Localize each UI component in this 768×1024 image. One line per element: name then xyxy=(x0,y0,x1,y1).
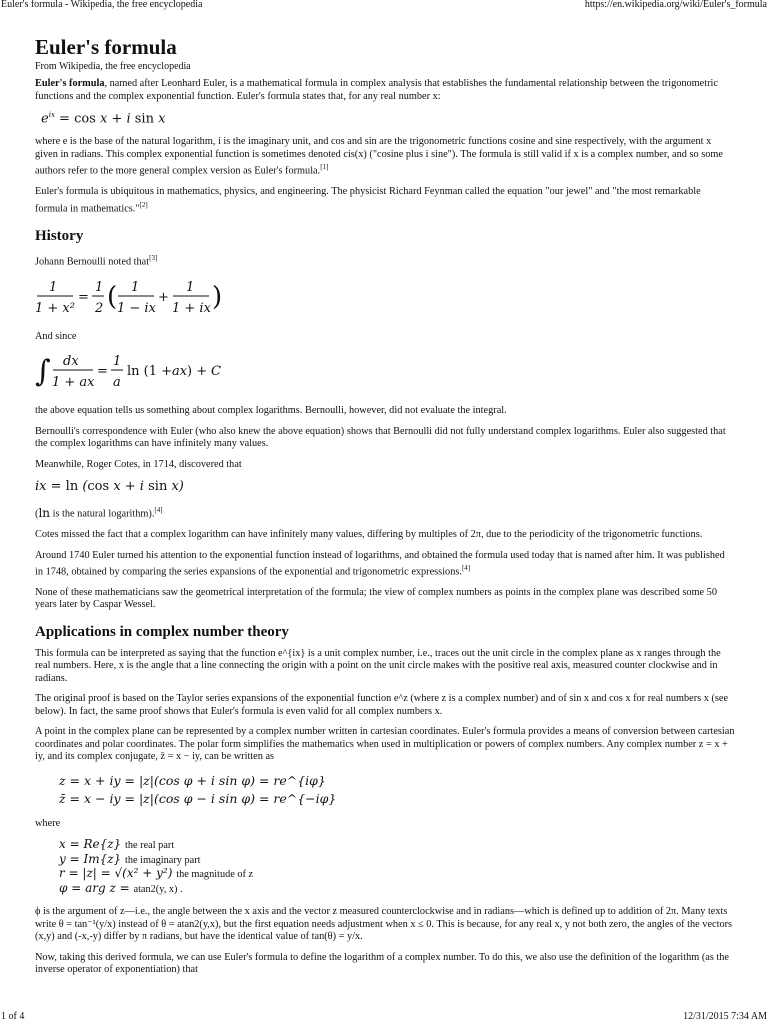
ref-2[interactable]: [2] xyxy=(139,200,148,209)
svg-text:1: 1 xyxy=(113,354,122,370)
history-paragraph-5: Meanwhile, Roger Cotes, in 1714, discovered that xyxy=(35,458,242,470)
svg-text:1 + ax: 1 + ax xyxy=(52,375,95,391)
print-footer-page: 1 of 4 xyxy=(1,1011,25,1022)
svg-text:a: a xyxy=(113,375,121,391)
ref-3[interactable]: [3] xyxy=(149,253,158,262)
print-header-url: https://en.wikipedia.org/wiki/Euler's_formula xyxy=(584,0,767,10)
svg-text:1: 1 xyxy=(49,279,58,295)
equation-z: z = x + iy = |z|(cos φ + i sin φ) = re^{iφ} xyxy=(59,772,326,788)
svg-text:ln (1 +: ln (1 + xyxy=(127,364,173,380)
applications-paragraph-3: A point in the complex plane can be represented by a complex number written in cartesian coordinates. Euler's formula provides a means of conversion between cartesian coordinates and polar coordinates. The polar form simplifies the mathematics when used in multiplication or powers of complex numbers. Any complex number z = x + iy, and its complex conjugate, z̄ = x − iy, can be written as xyxy=(35,726,735,763)
equation-z-conjugate: z̄ = x − iy = |z|(cos φ − i sin φ) = re^{−iφ} xyxy=(59,790,337,806)
history-heading: History xyxy=(35,227,84,244)
polar-definitions xyxy=(59,838,735,896)
applications-paragraph-2: The original proof is based on the Taylor series expansions of the exponential function e^z (where z is a complex number) and of sin x and cos x for real numbers x (see below). In fact, the same proof shows that Euler's formula is even valid for all complex numbers x. xyxy=(35,693,729,717)
integral-equation-svg xyxy=(35,351,235,393)
svg-text:dx: dx xyxy=(63,354,79,370)
svg-text:+: + xyxy=(158,289,169,305)
svg-text:1: 1 xyxy=(186,279,195,295)
ref-1[interactable]: [1] xyxy=(320,163,329,172)
where-label: where xyxy=(35,817,61,829)
history-paragraph-7: Cotes missed the fact that a complex logarithm can have infinitely many values, differing by multiples of 2π, due to the periodicity of the trigonometric functions. xyxy=(35,529,703,541)
svg-text:=: = xyxy=(78,289,89,305)
history-paragraph-2: And since xyxy=(35,330,77,342)
svg-text:(: ( xyxy=(107,281,118,312)
svg-text:C: C xyxy=(211,364,221,380)
applications-paragraph-5: Now, taking this derived formula, we can use Euler's formula to define the logarithm of a complex number. To do this, we also use the definition of the logarithm (as the inverse operator of exponentiation) that xyxy=(35,951,729,976)
polar-form-equations xyxy=(59,772,735,808)
intro-paragraph-2: where e is the base of the natural logarithm, i is the imaginary unit, and cos and sin are the trigonometric functions cosine and sine respectively, with the argument x given in radians. This complex exponential function is sometimes denoted cis(x) ("cosine plus i sine"). The formula is still valid if x is a complex number, and so some authors refer to the more general complex version as Euler's formula.[1] xyxy=(35,136,723,177)
history-paragraph-9: None of these mathematicians saw the geometrical interpretation of the formula; the view of complex numbers as points in the complex plane was described some 50 years later by Caspar Wessel. xyxy=(35,586,717,611)
applications-heading: Applications in complex number theory xyxy=(35,623,289,640)
svg-text:): ) xyxy=(212,281,223,312)
bold-term: Euler's formula xyxy=(35,78,105,89)
svg-text:1: 1 xyxy=(95,279,104,295)
applications-paragraph-4: ϕ is the argument of z—i.e., the angle between the x axis and the vector z measured counterclockwise and in radians—which is defined up to addition of 2π. Many texts write θ = tan⁻¹(y/x) instead of θ = atan2(y,x), but the first equation needs adjustment when x ≤ 0. This is because, for any real x, y not both zero, the angles of the vectors (x,y) and (-x,-y) differ by π radians, but have the identical value of tan(θ) = y/x. xyxy=(35,906,733,943)
page-title: Euler's formula xyxy=(35,35,177,59)
intro-paragraph-1: Euler's formula, named after Leonhard Euler, is a mathematical formula in complex analysis that establishes the fundamental relationship between the trigonometric functions and the complex exponential function. Euler's formula states that, for any real number x: xyxy=(35,78,718,102)
svg-text:) +: ) + xyxy=(187,364,208,380)
svg-text:ax: ax xyxy=(172,364,188,380)
history-paragraph-8: Around 1740 Euler turned his attention to the exponential function instead of logarithms, and obtained the formula used today that is named after him. It was published in 1748, obtained by comparing the series expansions of the exponential and trigonometric expressions.[4] xyxy=(35,549,725,578)
fraction-equation-svg xyxy=(35,277,235,319)
svg-text:1: 1 xyxy=(131,279,140,295)
svg-text:1 + ix: 1 + ix xyxy=(172,300,211,316)
ref-4b[interactable]: [4] xyxy=(461,564,471,573)
svg-text:∫: ∫ xyxy=(35,354,51,390)
print-footer-date: 12/31/2015 7:34 AM xyxy=(683,1011,767,1022)
ref-4[interactable]: [4] xyxy=(154,506,163,515)
svg-text:=: = xyxy=(97,364,108,380)
print-header-title: Euler's formula - Wikipedia, the free encyclopedia xyxy=(1,0,203,10)
integral-equation xyxy=(35,351,735,397)
history-paragraph-3: the above equation tells us something about complex logarithms. Bernoulli, however, did not evaluate the integral. xyxy=(35,405,507,417)
definition-row: x = Re{z} the real part xyxy=(59,837,175,852)
history-paragraph-6: (ln is the natural logarithm).[4] xyxy=(35,505,163,520)
svg-text:1 + x²: 1 + x² xyxy=(35,300,75,316)
intro-paragraph-3: Euler's formula is ubiquitous in mathematics, physics, and engineering. The physicist Richard Feynman called the equation "our jewel" and "the most remarkable formula in mathematics."[2] xyxy=(35,186,701,215)
definition-row: φ = arg z = atan2(y, x) . xyxy=(59,880,183,895)
euler-formula: $e^{ix} = \cos x + i$ sin x xyxy=(41,111,166,127)
svg-text:2: 2 xyxy=(95,300,104,316)
svg-text:1 − ix: 1 − ix xyxy=(117,300,156,316)
bernoulli-equation xyxy=(35,277,735,323)
definition-row: r = |z| = √(x² + y²) the magnitude of z xyxy=(59,866,254,881)
applications-paragraph-1: This formula can be interpreted as saying that the function e^{ix} is a unit complex number, i.e., traces out the unit circle in the complex plane as x ranges through the real numbers. Here, x is the angle that a line connecting the origin with a point on the unit circle makes with the positive real axis, measured counter clockwise and in radians. xyxy=(35,647,721,684)
page-subtitle: From Wikipedia, the free encyclopedia xyxy=(35,61,191,72)
history-paragraph-4: Bernoulli's correspondence with Euler (who also knew the above equation) shows that Bernoulli did not fully understand complex logarithms. Euler also suggested that the complex logarithms can have infinitely many values. xyxy=(35,425,726,450)
article-content xyxy=(35,34,735,985)
cotes-equation: ix = ln (cos x + i sin x) xyxy=(35,479,184,495)
history-paragraph-1: Johann Bernoulli noted that[3] xyxy=(35,253,158,268)
definition-row: y = Im{z} the imaginary part xyxy=(59,851,201,866)
